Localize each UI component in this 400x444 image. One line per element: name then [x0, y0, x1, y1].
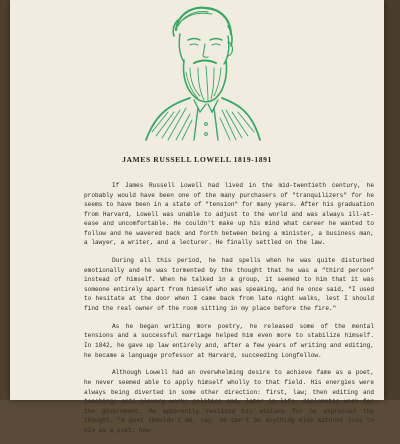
document-body [84, 181, 374, 444]
portrait-engraving [128, 0, 268, 142]
paragraph: If James Russell Lowell had lived in the mid-twentieth century, he probably would have been one of the many purchasers of "tranquilizers" for he seems to have been in a state of "tension" for many years. After his graduation from Harvard, Lowell was unable to adjust to the world and was always ill-at-ease and uncomfortable. He couldn't make up his mind what career he wanted to follow and he wavered back and forth between being a minister, a business man, a lawyer, a writer, and a lecturer. He finally settled on the law. [84, 182, 374, 247]
document-title: JAMES RUSSELL LOWELL 1819-1891 [122, 155, 272, 164]
document-page [10, 0, 384, 434]
paragraph: During all this period, he had spells when he was quite disturbed emotionally and he was tormented by the thought that he was a "third person" instead of himself. When he talked in a group, it seemed to him that it was someone entirely apart from himself who was speaking, and he once said, "I used to hesitate at the door when I came back from late night walks, lest I should find the real owner of the room sitting in my place before the fire." [84, 257, 374, 312]
paragraph: As he began writing more poetry, he released some of the mental tensions and a successful marriage helped him even more to stabilize himself. In 1842, he gave up law entirely and, after a few years of writing and editing, he became a language professor at Harvard, succeeding Longfellow. [84, 322, 374, 359]
paragraph: Although Lowell had an overwhelming desire to achieve fame as a poet, he never seemed able to apply himself wholly to that field. His energies were always being diverted in some other direction: first, law; then editing and teaching; anti-slavery work; politics and, later in life, diplomatic work for the government. He apparently realized his mistake for he expressed the thought, "A poet shouldn't be, nay, he can't be anything else without loss to him as a poet, how- [84, 369, 374, 434]
